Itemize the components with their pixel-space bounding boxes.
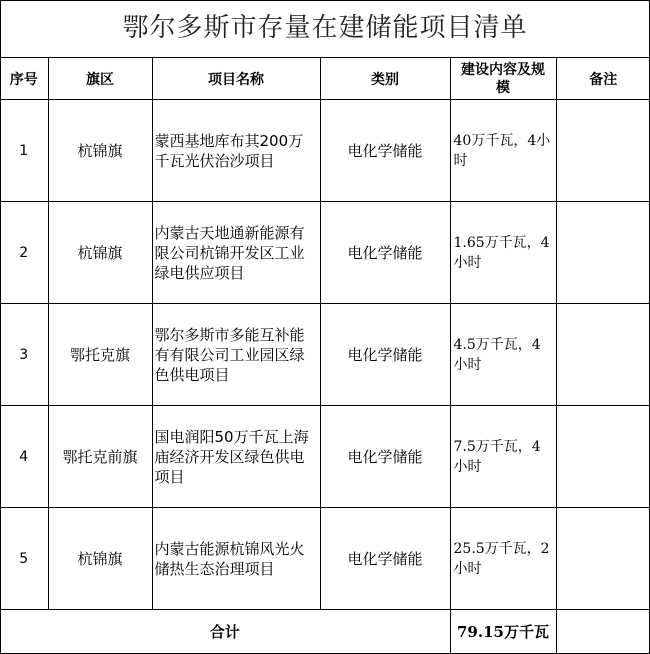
header-type: 类别 — [320, 58, 450, 100]
cell-num: 5 — [0, 508, 48, 610]
cell-name: 内蒙古能源杭锦风光火储热生态治理项目 — [152, 508, 320, 610]
cell-name: 蒙西基地库布其200万千瓦光伏治沙项目 — [152, 100, 320, 202]
cell-scale: 40万千瓦，4小时 — [450, 100, 556, 202]
table-header-row — [0, 58, 650, 100]
total-value: 79.15万千瓦 — [450, 610, 556, 654]
cell-name: 鄂尔多斯市多能互补能有有限公司工业园区绿色供电项目 — [152, 304, 320, 406]
cell-scale: 25.5万千瓦，2小时 — [450, 508, 556, 610]
header-name: 项目名称 — [152, 58, 320, 100]
header-num: 序号 — [0, 58, 48, 100]
header-scale — [450, 58, 556, 100]
cell-num: 3 — [0, 304, 48, 406]
cell-type: 电化学储能 — [320, 508, 450, 610]
cell-scale: 4.5万千瓦，4小时 — [450, 304, 556, 406]
total-row — [0, 610, 650, 654]
total-label: 合计 — [0, 610, 450, 654]
cell-num: 1 — [0, 100, 48, 202]
cell-name: 国电润阳50万千瓦上海庙经济开发区绿色供电项目 — [152, 406, 320, 508]
table-row — [0, 100, 650, 202]
cell-note — [556, 202, 650, 304]
cell-region: 鄂托克前旗 — [48, 406, 152, 508]
cell-note — [556, 508, 650, 610]
cell-type: 电化学储能 — [320, 202, 450, 304]
project-table — [0, 58, 650, 653]
cell-scale: 1.65万千瓦，4小时 — [450, 202, 556, 304]
cell-scale: 7.5万千瓦，4小时 — [450, 406, 556, 508]
cell-num: 4 — [0, 406, 48, 508]
cell-region: 杭锦旗 — [48, 100, 152, 202]
cell-note — [556, 304, 650, 406]
table-row — [0, 202, 650, 304]
header-note: 备注 — [556, 58, 650, 100]
cell-region: 鄂托克旗 — [48, 304, 152, 406]
cell-type: 电化学储能 — [320, 406, 450, 508]
table-row — [0, 304, 650, 406]
table-row — [0, 406, 650, 508]
cell-note — [556, 100, 650, 202]
cell-region: 杭锦旗 — [48, 202, 152, 304]
header-region: 旗区 — [48, 58, 152, 100]
cell-region: 杭锦旗 — [48, 508, 152, 610]
sheet-title: 鄂尔多斯市存量在建储能项目清单 — [0, 0, 650, 58]
cell-note — [556, 406, 650, 508]
cell-name: 内蒙古天地通新能源有限公司杭锦开发区工业绿电供应项目 — [152, 202, 320, 304]
total-note — [556, 610, 650, 654]
cell-type: 电化学储能 — [320, 304, 450, 406]
cell-num: 2 — [0, 202, 48, 304]
header-scale-label: 建设内容及规模 — [461, 61, 545, 96]
table-row — [0, 508, 650, 610]
cell-type: 电化学储能 — [320, 100, 450, 202]
